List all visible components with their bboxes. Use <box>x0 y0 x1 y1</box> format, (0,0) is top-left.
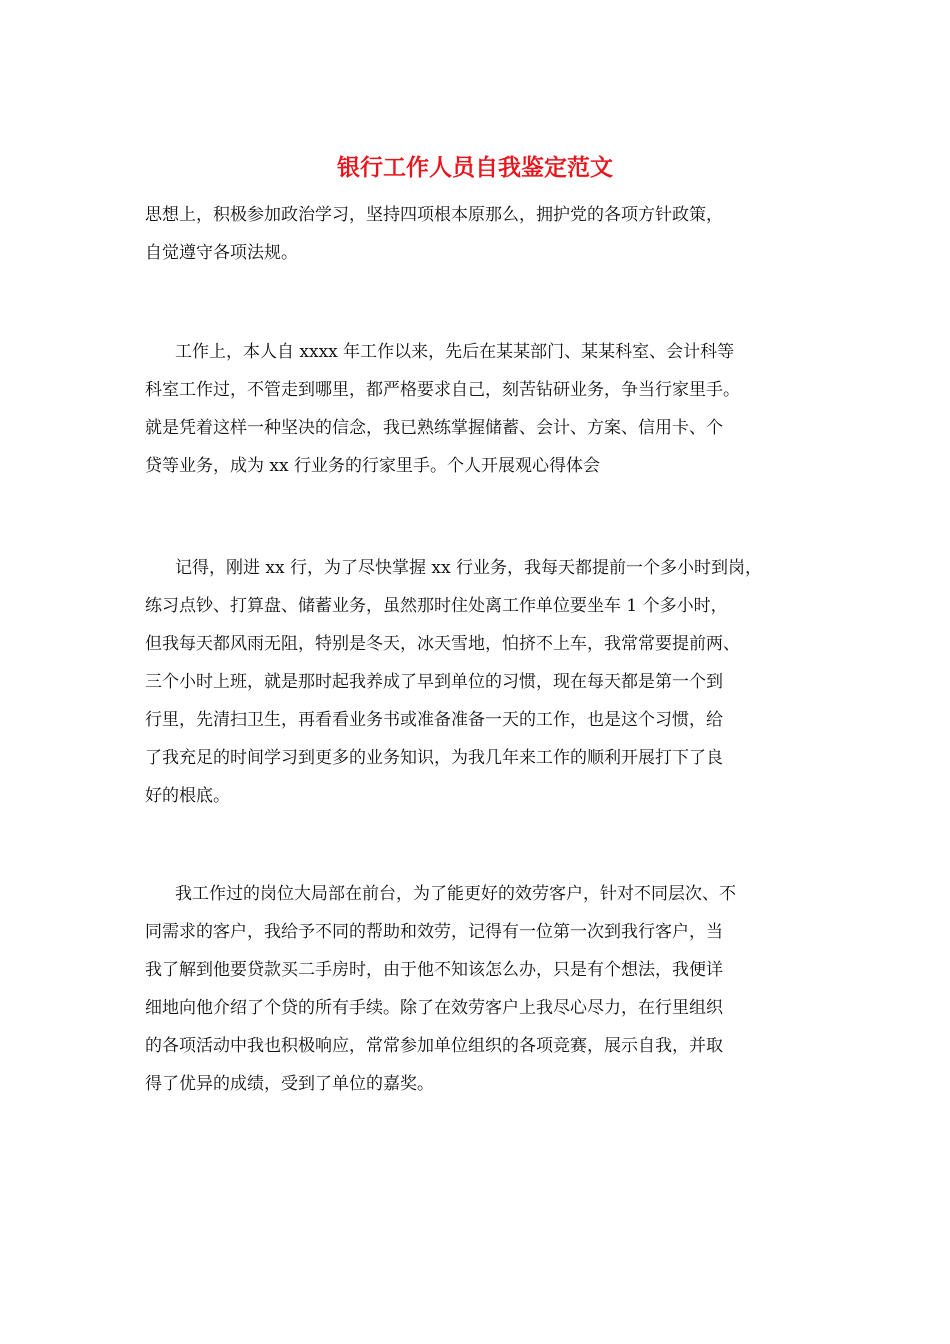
paragraph-line: 得了优异的成绩，受到了单位的嘉奖。 <box>145 1074 434 1094</box>
paragraph-line: 思想上，积极参加政治学习，坚持四项根本原那么，拥护党的各项方针政策， <box>145 205 723 225</box>
paragraph-line: 了我充足的时间学习到更多的业务知识，为我几年来工作的顺利开展打下了良 <box>145 748 723 768</box>
document-title: 银行工作人员自我鉴定范文 <box>337 154 613 181</box>
paragraph-line: 记得，刚进 xx 行，为了尽快掌握 xx 行业务，我每天都提前一个多小时到岗， <box>175 558 762 578</box>
paragraph-line: 三个小时上班，就是那时起我养成了早到单位的习惯，现在每天都是第一个到 <box>145 672 723 692</box>
paragraph-line: 我工作过的岗位大局部在前台，为了能更好的效劳客户，针对不同层次、不 <box>175 884 736 904</box>
paragraph-line: 但我每天都风雨无阻，特别是冬天，冰天雪地，怕挤不上车，我常常要提前两、 <box>145 634 740 654</box>
paragraph-line: 工作上，本人自 xxxx 年工作以来，先后在某某部门、某某科室、会计科等 <box>175 342 735 362</box>
paragraph-line: 我了解到他要贷款买二手房时，由于他不知该怎么办，只是有个想法，我便详 <box>145 960 723 980</box>
paragraph-ideology <box>145 196 817 272</box>
paragraph-line: 贷等业务，成为 xx 行业务的行家里手。个人开展观心得体会 <box>145 456 600 476</box>
paragraph-line: 就是凭着这样一种坚决的信念，我已熟练掌握储蓄、会计、方案、信用卡、个 <box>145 418 723 438</box>
paragraph-line: 的各项活动中我也积极响应，常常参加单位组织的各项竞赛，展示自我，并取 <box>145 1036 723 1056</box>
paragraph-line: 自觉遵守各项法规。 <box>145 243 298 263</box>
paragraph-work <box>145 333 817 485</box>
paragraph-line: 细地向他介绍了个贷的所有手续。除了在效劳客户上我尽心尽力，在行里组织 <box>145 998 723 1018</box>
paragraph-line: 好的根底。 <box>145 786 230 806</box>
paragraph-memory <box>145 549 817 815</box>
paragraph-line: 练习点钞、打算盘、储蓄业务，虽然那时住处离工作单位要坐车 1 个多小时， <box>145 596 728 616</box>
paragraph-line: 同需求的客户，我给予不同的帮助和效劳，记得有一位第一次到我行客户，当 <box>145 922 723 942</box>
paragraph-line: 行里，先清扫卫生，再看看业务书或准备准备一天的工作，也是这个习惯，给 <box>145 710 723 730</box>
paragraph-line: 科室工作过，不管走到哪里，都严格要求自己，刻苦钻研业务，争当行家里手。 <box>145 380 740 400</box>
paragraph-service <box>145 875 817 1103</box>
